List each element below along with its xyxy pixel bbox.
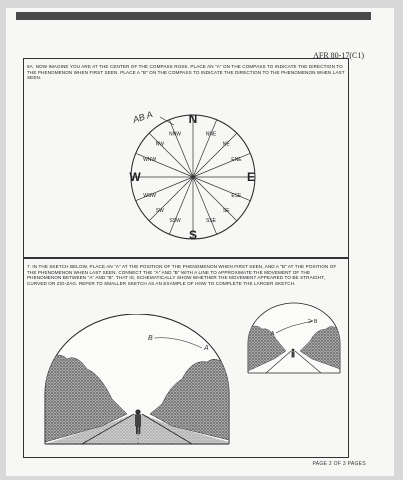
compass-label-s: S [188,228,198,242]
compass-label-sse: SSE [205,218,217,225]
compass-label-se: SE [222,208,230,214]
question-7-text: 7. IN THE SKETCH BELOW, PLACE AN "A" AT THE POSITION OF THE PHENOMENON WHEN FIRST SEEN, AND A "B" AT THE POSITION OF THE PHENOMENON WHEN LAST SEEN. CONNECT THE "A" AND "B" WITH A LINE TO APPROXIMATE THE MOVEMENT OF THE PHENOMENON BETWEEN "A" AND "B". THAT IS, SCHEMATICALLY SHOW WHETHER THE MOVEMENT APPEARED TO BE STRAIGHT, CURVED OR ZIG-ZAG. REFER TO SMALLER SKETCH AS AN EXAMPLE OF HOW TO COMPLETE THE LARGER SKETCH. [27,264,337,286]
large-mark-b: B [148,335,153,342]
compass-label-nne: NNE [205,131,217,138]
question-6-text: 6A. NOW IMAGINE YOU ARE AT THE CENTER OF THE COMPASS ROSE. PLACE AN "A" ON THE COMPASS TO INDICATE THE DIRECTION TO THE PHENOMENON WHEN FIRST SEEN. PLACE A "B" ON THE COMPASS TO INDICATE THE DIRECTION TO THE PHENOMENON WHEN LAST SEEN. [27,64,345,81]
handwritten-ab-a: AB A [131,109,154,125]
example-mark-a: A [271,331,275,337]
handwritten-marks [131,109,174,125]
compass-ray-se [193,177,237,221]
compass-label-e: E [246,170,256,184]
compass-label-nnw: NNW [169,131,181,138]
compass-label-n: N [188,112,198,126]
compass-label-ssw: SSW [169,218,181,225]
example-sketch [246,301,342,381]
compass-label-w: W [129,170,141,184]
compass-label-wnw: WNW [143,156,157,163]
compass-ray-sw [149,177,193,221]
compass-label-ene: ENE [231,156,242,163]
form-page [6,8,394,476]
large-mark-a: A [204,345,209,352]
compass-ray-nw [149,133,193,177]
page-number: PAGE 2 OF 3 PAGES [312,461,366,467]
compass-ray-ne [193,133,237,177]
form-identifier: AFR 80-17(C1) [313,51,364,60]
compass-rose [24,59,350,259]
question-7-box [23,258,349,458]
compass-label-nw: NW [155,141,164,148]
example-mark-b: B [314,319,318,325]
scan-top-bar [16,12,371,20]
compass-label-wsw: WSW [143,192,156,199]
question-6-box [23,58,349,258]
compass-label-ne: NE [222,141,230,148]
compass-label-ese: ESE [231,192,242,199]
compass-label-sw: SW [155,208,164,214]
large-sketch [42,314,232,454]
